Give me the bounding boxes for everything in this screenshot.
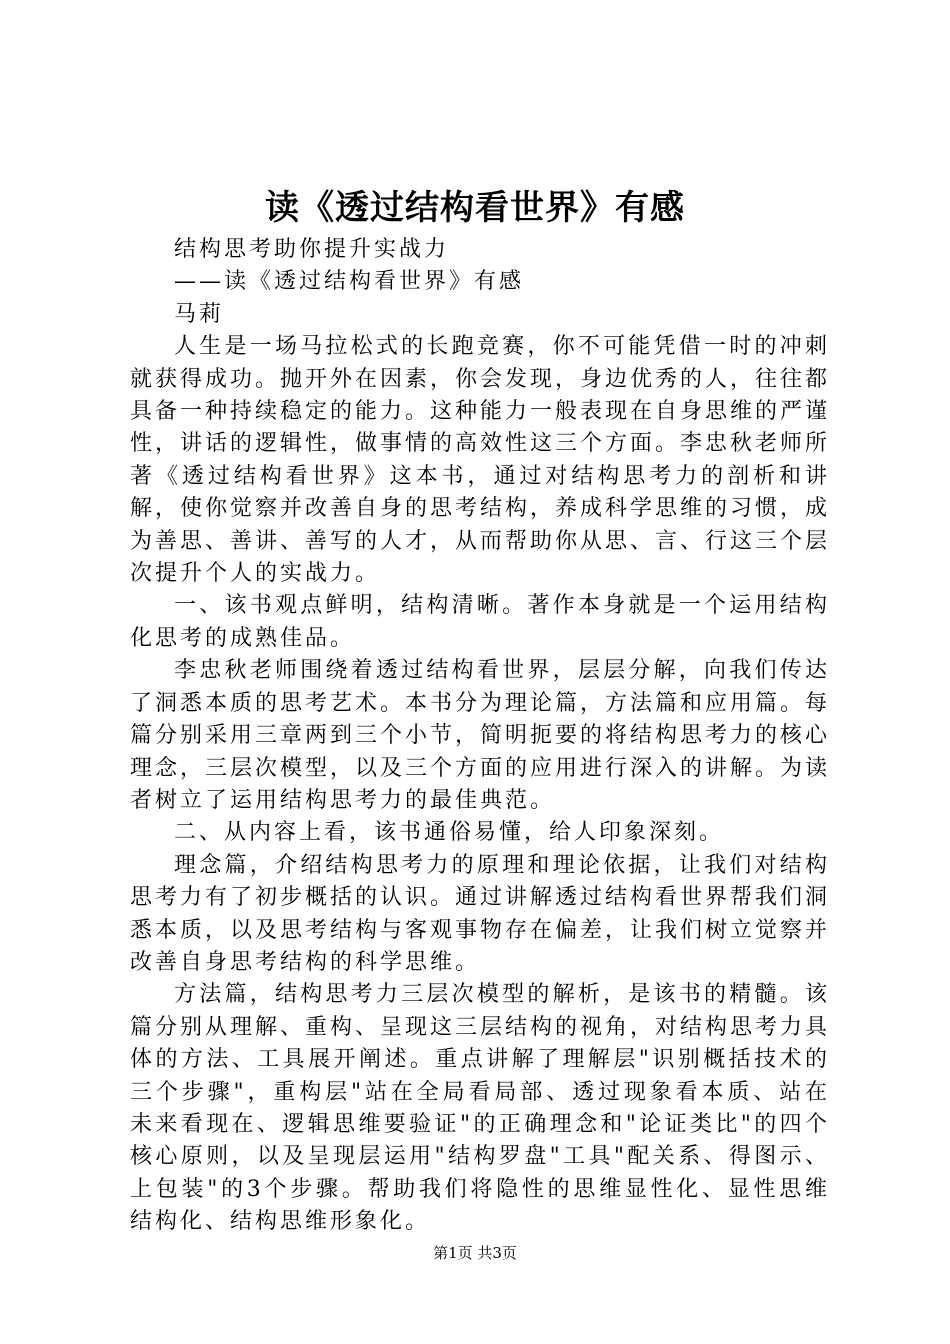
paragraph: 一、该书观点鲜明，结构清晰。著作本身就是一个运用结构化思考的成熟佳品。 [130, 593, 830, 651]
paragraph: 方法篇，结构思考力三层次模型的解析，是该书的精髓。该篇分别从理解、重构、呈现这三层结构的视角，对结构思考力具体的方法、工具展开阐述。重点讲解了理解层"识别概括技术的三个步骤"，重构层"站在全局看局部、透过现象看本质、站在未来看现在、逻辑思维要验证"的正确理念和"论证类比"的四个核心原则，以及呈现层运用"结构罗盘"工具"配关系、得图示、上包装"的3个步骤。帮助我们将隐性的思维显性化、显性思维结构化、结构思维形象化。 [130, 982, 831, 1235]
paragraph: 人生是一场马拉松式的长跑竞赛，你不可能凭借一时的冲刺就获得成功。抛开外在因素，你会发现，身边优秀的人，往往都具备一种持续稳定的能力。这种能力一般表现在自身思维的严谨性，讲话的逻辑性，做事情的高效性这三个方面。李忠秋老师所著《透过结构看世界》这本书，通过对结构思考力的剖析和讲解，使你觉察并改善自身的思考结构，养成科学思维的习惯，成为善思、善讲、善写的人才，从而帮助你从思、言、行这三个层次提升个人的实战力。 [130, 334, 831, 587]
subtitle: 结构思考助你提升实战力 [174, 237, 450, 262]
paragraph: 李忠秋老师围绕着透过结构看世界，层层分解，向我们传达了洞悉本质的思考艺术。本书分为理论篇，方法篇和应用篇。每篇分别采用三章两到三个小节，简明扼要的将结构思考力的核心理念，三层次模型，以及三个方面的应用进行深入的讲解。为读者树立了运用结构思考力的最佳典范。 [130, 658, 831, 813]
document-title: 读《透过结构看世界》有感 [265, 188, 685, 228]
subtitle-secondary: ——读《透过结构看世界》有感 [174, 269, 525, 295]
document-body [130, 234, 830, 1239]
paragraph: 理念篇，介绍结构思考力的原理和理论依据，让我们对结构思考力有了初步概括的认识。通过讲解透过结构看世界帮我们洞悉本质，以及思考结构与客观事物存在偏差，让我们树立觉察并改善自身思考结构的科学思维。 [130, 852, 831, 975]
paragraph: 二、从内容上看，该书通俗易懂，给人印象深刻。 [174, 820, 725, 846]
author-name: 马莉 [174, 301, 225, 327]
page-number-footer: 第1页 共3页 [433, 1244, 517, 1262]
